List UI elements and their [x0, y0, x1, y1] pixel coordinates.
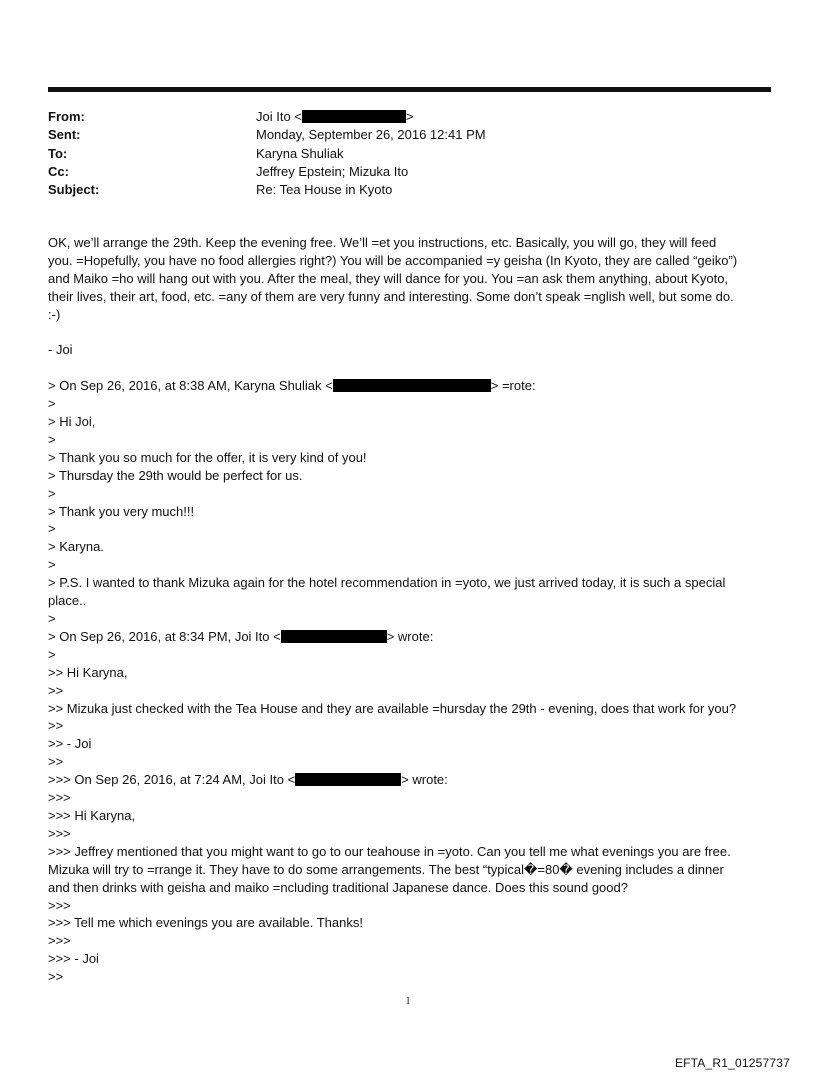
body-line: Mizuka will try to =rrange it. They have to do some arrangements. The best “typical�=80� evening includes a dinner [48, 861, 724, 877]
cc-row [48, 163, 768, 181]
body-line [48, 771, 774, 789]
body-line: their lives, their art, food, etc. =any of them are very funny and interesting. Some don’t speak =nglish well, but some do. [48, 288, 734, 304]
to-label: To: [48, 145, 68, 161]
redaction-block [333, 379, 491, 392]
from-bracket: > [405, 109, 414, 124]
body-line: >>> [48, 825, 71, 841]
body-line: > [48, 396, 56, 412]
body-line: > [48, 485, 56, 501]
redaction-block [295, 773, 401, 786]
body-line: > [48, 557, 56, 573]
quote-attribution-text: > On Sep 26, 2016, at 8:38 AM, Karyna Shuliak < [48, 378, 333, 394]
body-line: and Maiko =ho will hang out with you. After the meal, they will dance for you. You =an ask them anything, about Kyoto, [48, 270, 729, 286]
body-line: >>> Jeffrey mentioned that you might want to go to our teahouse in =yoto. Can you tell me what evenings you are free. [48, 843, 731, 859]
body-line: >>> Hi Karyna, [48, 807, 136, 823]
page-number: 1 [405, 996, 411, 1007]
body-line: >>> [48, 933, 71, 949]
body-line: you. =Hopefully, you have no food allergies right?) You will be accompanied =y geisha (In Kyoto, they are called “geiko”) [48, 252, 738, 268]
body-line: > [48, 431, 56, 447]
body-line: > Thank you so much for the offer, it is very kind of you! [48, 449, 367, 465]
email-header [48, 108, 768, 199]
redaction-block [302, 110, 406, 123]
body-line: >> [48, 969, 64, 985]
quote-attribution-end: > wrote: [401, 772, 448, 788]
bates-number: EFTA_R1_01257737 [674, 1056, 790, 1070]
body-line: > Hi Joi, [48, 414, 96, 430]
body-line: >> - Joi [48, 736, 92, 752]
sent-row [48, 126, 768, 144]
sent-label: Sent: [48, 127, 81, 143]
body-line [48, 324, 774, 342]
body-line: >>> [48, 790, 71, 806]
body-line [48, 377, 774, 395]
from-label: From: [48, 109, 85, 124]
body-line: >>> [48, 897, 71, 913]
body-line: >>> Tell me which evenings you are available. Thanks! [48, 915, 363, 931]
body-line: > P.S. I wanted to thank Mizuka again for the hotel recommendation in =yoto, we just arrived today, it is such a special [48, 575, 726, 591]
body-line: >> [48, 682, 64, 698]
header-divider-rule [48, 87, 771, 92]
email-body [48, 234, 774, 986]
body-line: :-) [48, 306, 61, 322]
body-line: >>> - Joi [48, 951, 99, 967]
from-row [48, 108, 768, 126]
body-line: >> [48, 754, 64, 770]
quote-attribution-text: >>> On Sep 26, 2016, at 7:24 AM, Joi Ito < [48, 772, 296, 788]
body-line: > [48, 521, 56, 537]
body-line: > Karyna. [48, 539, 105, 555]
redaction-block [281, 630, 387, 643]
quote-attribution-text: > On Sep 26, 2016, at 8:34 PM, Joi Ito < [48, 628, 281, 644]
body-line: and then drinks with geisha and maiko =ncluding traditional Japanese dance. Does this sound good? [48, 879, 628, 895]
from-value [256, 108, 768, 126]
quote-attribution-end: > wrote: [386, 628, 434, 644]
to-value: Karyna Shuliak [256, 145, 344, 161]
subject-value: Re: Tea House in Kyoto [256, 182, 393, 198]
sent-value: Monday, September 26, 2016 12:41 PM [256, 127, 486, 143]
body-line: - Joi [48, 342, 73, 358]
body-line: >> [48, 718, 64, 734]
subject-label: Subject: [48, 182, 100, 198]
subject-row [48, 181, 768, 199]
body-line: > Thursday the 29th would be perfect for us. [48, 467, 303, 483]
body-line: > [48, 646, 56, 662]
from-name: Joi Ito < [256, 109, 302, 124]
body-line: > [48, 611, 56, 626]
body-line: >> Hi Karyna, [48, 664, 128, 680]
to-row [48, 145, 768, 163]
cc-value: Jeffrey Epstein; Mizuka Ito [256, 163, 409, 179]
body-line [48, 359, 774, 377]
body-line: > Thank you very much!!! [48, 503, 195, 519]
body-line: place.. [48, 593, 87, 609]
body-line [48, 628, 774, 646]
quote-attribution-end: > =rote: [490, 378, 536, 394]
body-line: OK, we’ll arrange the 29th. Keep the evening free. We’ll =et you instructions, etc. Basically, you will go, they will feed [48, 235, 717, 250]
cc-label: Cc: [48, 163, 69, 179]
body-line: >> Mizuka just checked with the Tea House and they are available =hursday the 29th - evening, does that work for you? [48, 700, 737, 716]
